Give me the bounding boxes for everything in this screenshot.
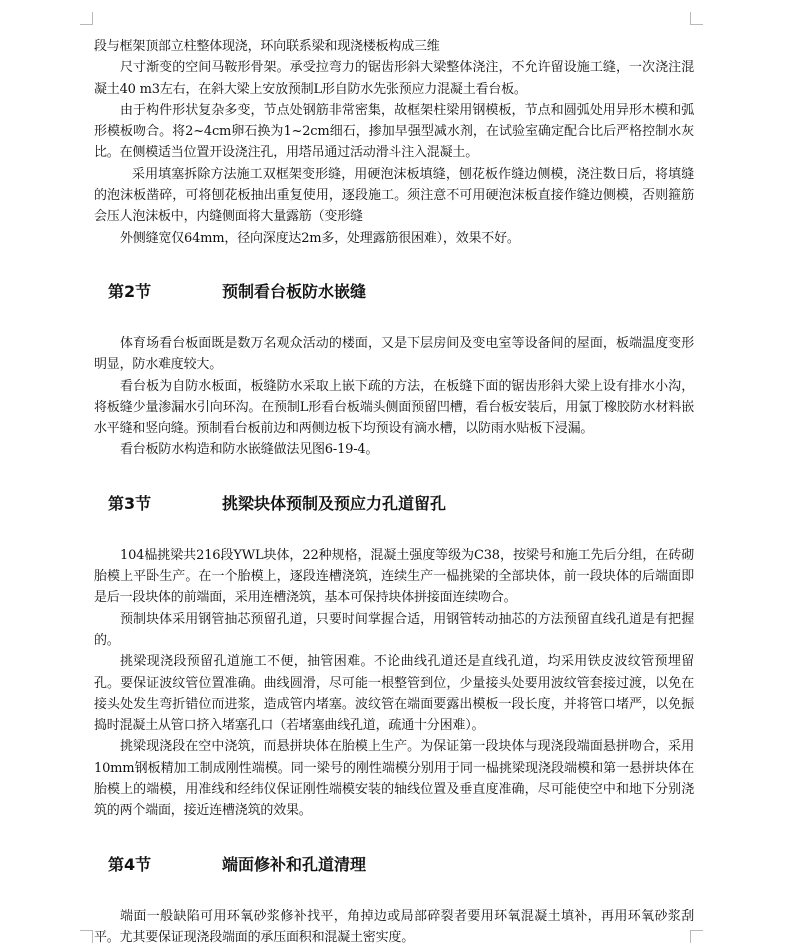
section-heading-3 xyxy=(108,485,694,521)
section-number: 第4节 xyxy=(108,855,152,875)
paragraph: 外侧缝宽仅64mm，径向深度达2m多，处理露筋很困难），效果不好。 xyxy=(120,230,520,246)
paragraph: 体育场看台板面既是数万名观众活动的楼面，又是下层房间及变电室等设备间的屋面，板端温度变形明显，防水难度较大。 xyxy=(94,335,694,373)
paragraph: 看台板防水构造和防水嵌缝做法见图6-19-4。 xyxy=(120,442,379,458)
margin-corner-bottom-left xyxy=(80,930,93,943)
paragraph: 挑梁现浇段在空中浇筑，而悬拼块体在胎模上生产。为保证第一段块体与现浇段端面悬拼吻合，采用10mm钢板精加工制成刚性端模。同一梁号的刚性端模分别用于同一榀挑梁现浇段端模和第一悬拼块体在胎模上的端模，用准线和经纬仪保证刚性端模安装的轴线位置及垂直度准确，尽可能使空中和地下分别浇筑的两个端面，接近连槽浇筑的效果。 xyxy=(94,739,694,819)
paragraph: 看台板为自防水板面，板缝防水采取上嵌下疏的方法，在板缝下面的锯齿形斜大梁上设有排水小沟，将板缝少量渗漏水引向环沟。在预制L形看台板端头侧面预留凹槽，看台板安装后，用氯丁橡胶防水材料嵌水平缝和竖向缝。预制看台板前边和两侧边板下均预设有滴水槽，以防雨水贴板下浸漏。 xyxy=(94,378,694,437)
paragraph: 尺寸渐变的空间马鞍形骨架。承受拉弯力的锯齿形斜大梁整体浇注，不允许留设施工缝，一次浇注混凝土40 m3左右，在斜大梁上安放预制L形自防水先张预应力混凝土看台板。 xyxy=(94,60,694,97)
section-number: 第2节 xyxy=(108,282,152,302)
section-heading-2 xyxy=(108,273,694,309)
paragraph: 端面一般缺陷可用环氧砂浆修补找平，角掉边或局部碎裂者要用环氧混凝土填补，再用环氧砂浆刮平。尤其要保证现浇段端面的承压面积和混凝土密实度。 xyxy=(94,908,694,945)
paragraph: 段与框架顶部立柱整体现浇，环向联系梁和现浇楼板构成三维 xyxy=(94,39,440,54)
document-page xyxy=(94,36,694,948)
paragraph: 104榀挑梁共216段YWL块体，22种规格，混凝土强度等级为C38，按梁号和施工先后分组，在砖砌胎模上平卧生产。在一个胎模上，逐段连槽浇筑，连续生产一榀挑梁的全部块体，前一段块体的后端面即是后一段块体的前端面，采用连槽浇筑，基本可保持块体拼接面连续吻合。 xyxy=(94,547,694,606)
margin-corner-top-right xyxy=(690,12,703,25)
section-title: 挑梁块体预制及预应力孔道留孔 xyxy=(222,494,447,514)
section-title: 端面修补和孔道清理 xyxy=(222,855,367,875)
paragraph: 挑梁现浇段预留孔道施工不便，抽管困难。不论曲线孔道还是直线孔道，均采用铁皮波纹管预埋留孔。要保证波纹管位置准确。曲线圆滑，尽可能一根整管到位，少量接头处要用波纹管套接过渡，以免在接头处发生弯折错位而进浆，造成管内堵塞。波纹管在端面要露出模板一段长度，并将管口堵严，以免振捣时混凝土从管口挤入堵塞孔口（若堵塞曲线孔道，疏通十分困难）。 xyxy=(94,654,694,734)
paragraph: 由于构件形状复杂多变，节点处钢筋非常密集，故框架柱梁用钢模板，节点和圆弧处用异形木模和弧形模板吻合。将2~4cm卵石换为1~2cm细石，掺加早强型减水剂，在试验室确定配合比后严格控制水灰比。在侧模适当位置开设浇注孔，用塔吊通过活动滑斗注入混凝土。 xyxy=(94,102,694,161)
margin-corner-top-left xyxy=(80,12,93,25)
section-number: 第3节 xyxy=(108,494,152,514)
paragraph: 预制块体采用钢管抽芯预留孔道，只要时间掌握合适，用钢管转动抽芯的方法预留直线孔道是有把握的。 xyxy=(94,611,694,648)
paragraph: 采用填塞拆除方法施工双框架变形缝，用硬泡沫板填缝，刨花板作缝边侧模，浇注数日后，将填缝的泡沫板凿碎，可将刨花板抽出重复使用，逐段施工。须注意不可用硬泡沫板直接作缝边侧模，否则箍筋会压人泡沫板中，内缝侧面将大量露筋（变形缝 xyxy=(94,166,694,225)
section-title: 预制看台板防水嵌缝 xyxy=(222,282,367,302)
section-heading-4 xyxy=(108,846,694,882)
